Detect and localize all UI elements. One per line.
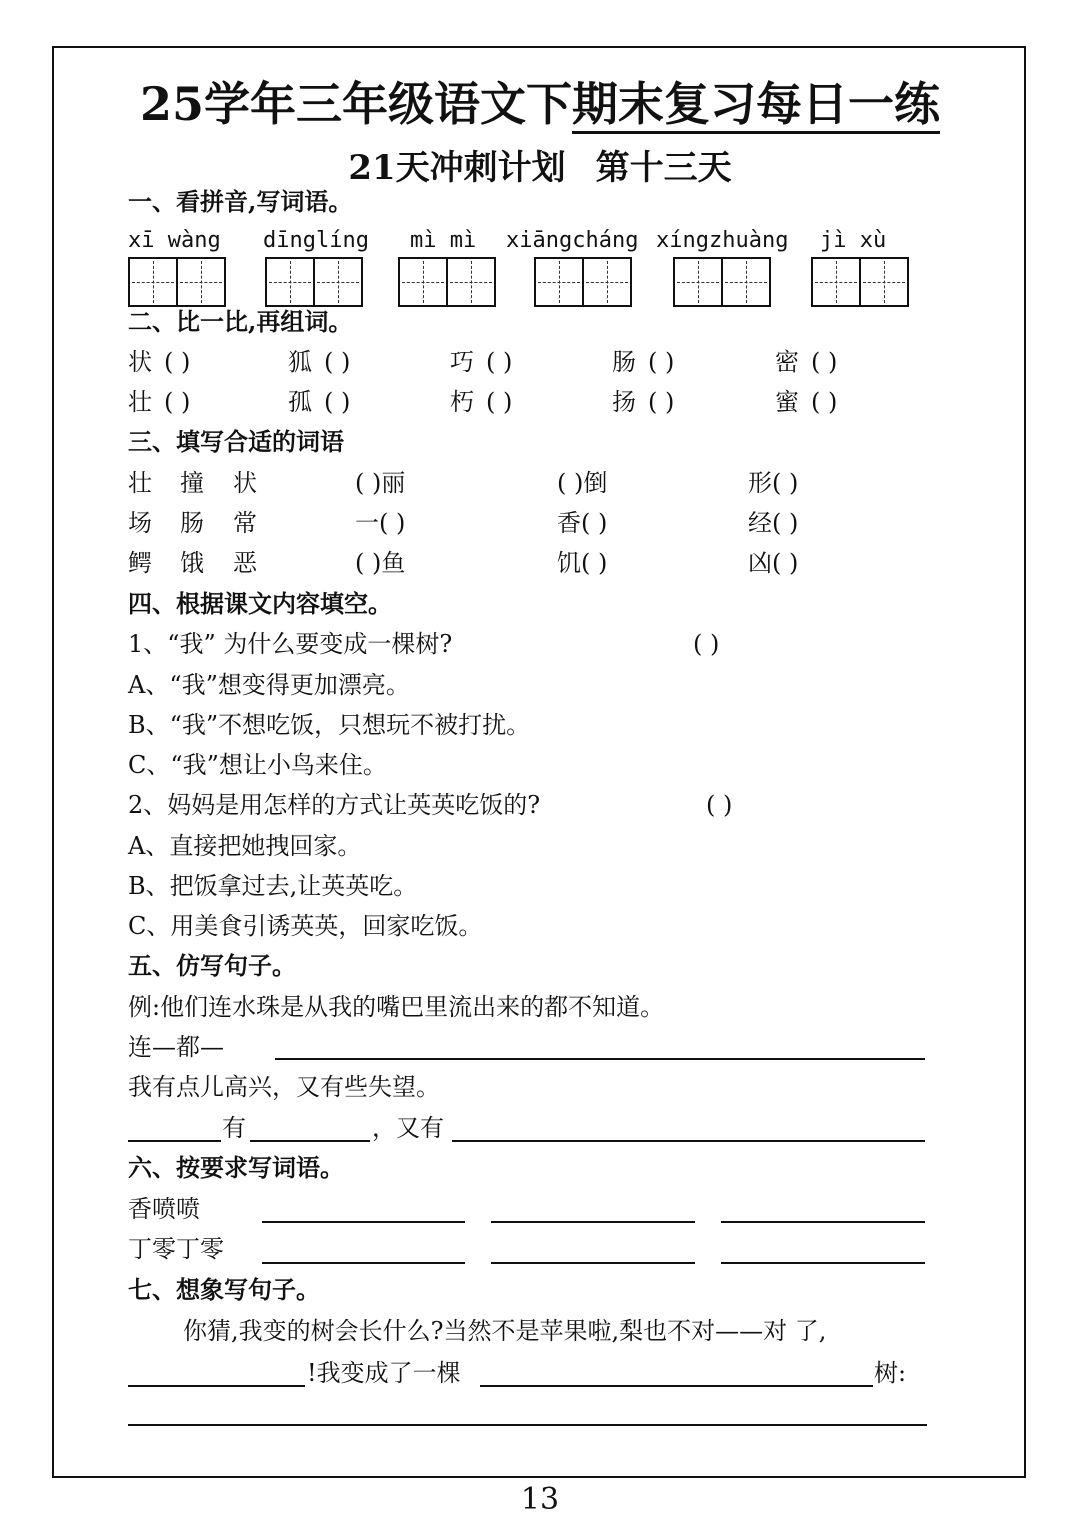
- fill-blank-item[interactable]: 凶( ): [748, 549, 799, 577]
- homophone-char: 壮: [128, 469, 152, 497]
- compare-char: 肠: [612, 348, 636, 376]
- writing-grid[interactable]: [811, 257, 909, 307]
- answer-paren[interactable]: ( ): [648, 388, 675, 416]
- word-dinglingdingling: 丁零丁零: [128, 1235, 224, 1263]
- compare-char: 壮: [128, 388, 152, 416]
- homophone-char: 场: [128, 509, 152, 537]
- word-xiangpenpen: 香喷喷: [128, 1195, 200, 1223]
- writing-grid[interactable]: [265, 257, 363, 307]
- pinyin-label: jì xù: [820, 228, 887, 253]
- section2-heading: 二、比一比,再组词。: [128, 307, 353, 336]
- section5-heading: 五、仿写句子。: [128, 951, 296, 980]
- title-part1: 25学年三年级语文下: [139, 77, 572, 131]
- answer-line[interactable]: [262, 1262, 465, 1264]
- section4-heading: 四、根据课文内容填空。: [128, 589, 392, 618]
- answer-paren-2[interactable]: ( ): [706, 791, 733, 819]
- word-youyou: ，又有: [372, 1114, 444, 1142]
- q2-option-a: A、直接把她拽回家。: [128, 832, 362, 860]
- grid-cell[interactable]: [178, 259, 224, 305]
- answer-paren[interactable]: ( ): [324, 388, 351, 416]
- pinyin-label: mì mì: [410, 228, 477, 253]
- answer-paren[interactable]: ( ): [164, 388, 191, 416]
- pinyin-label: dīnglíng: [263, 228, 369, 253]
- writing-grid[interactable]: [534, 257, 632, 307]
- q1-option-b: B、“我”不想吃饭，只想玩不被打扰。: [128, 711, 531, 739]
- answer-paren[interactable]: ( ): [324, 348, 351, 376]
- fill-blank-item[interactable]: 饥( ): [557, 549, 608, 577]
- answer-line[interactable]: [128, 1385, 305, 1387]
- answer-line[interactable]: [128, 1140, 221, 1142]
- fill-blank-item[interactable]: ( )倒: [557, 469, 608, 497]
- fill-blank-item[interactable]: ( )丽: [355, 469, 406, 497]
- homophone-char: 状: [233, 469, 257, 497]
- answer-paren-1[interactable]: ( ): [693, 630, 720, 658]
- title-part2: 期末复习每日一练: [572, 77, 940, 134]
- answer-line[interactable]: [128, 1424, 927, 1426]
- answer-paren[interactable]: ( ): [811, 388, 838, 416]
- answer-line[interactable]: [275, 1058, 925, 1060]
- homophone-char: 饿: [180, 549, 204, 577]
- word-you: 有: [222, 1114, 246, 1142]
- grid-cell[interactable]: [448, 259, 494, 305]
- fill-blank-item[interactable]: ( )鱼: [355, 549, 406, 577]
- compare-char: 密: [775, 348, 799, 376]
- compare-char: 狐: [288, 348, 312, 376]
- grid-cell[interactable]: [315, 259, 361, 305]
- section6-heading: 六、按要求写词语。: [128, 1153, 344, 1182]
- grid-cell[interactable]: [675, 259, 723, 305]
- pinyin-label: xiāngcháng: [506, 228, 639, 253]
- grid-cell[interactable]: [400, 259, 448, 305]
- worksheet-subtitle: [0, 140, 1080, 189]
- answer-line[interactable]: [721, 1262, 925, 1264]
- grid-cell[interactable]: [130, 259, 178, 305]
- answer-line[interactable]: [452, 1140, 925, 1142]
- prompt-lian-dou: 连—都—: [128, 1033, 224, 1061]
- compare-char: 巧: [450, 348, 474, 376]
- sentence-2: 我有点儿高兴，又有些失望。: [128, 1073, 440, 1101]
- compare-char: 朽: [450, 388, 474, 416]
- answer-line[interactable]: [480, 1385, 873, 1387]
- answer-paren[interactable]: ( ): [486, 388, 513, 416]
- fill-blank-item[interactable]: 一( ): [355, 509, 406, 537]
- compare-char: 蜜: [775, 388, 799, 416]
- grid-cell[interactable]: [267, 259, 315, 305]
- answer-line[interactable]: [262, 1221, 465, 1223]
- worksheet-title: [0, 68, 1080, 134]
- compare-char: 状: [128, 348, 152, 376]
- q2-option-b: B、把饭拿过去,让英英吃。: [128, 872, 418, 900]
- answer-paren[interactable]: ( ): [164, 348, 191, 376]
- writing-grid[interactable]: [673, 257, 771, 307]
- pinyin-label: xī wàng: [128, 228, 221, 253]
- section7-end: 树:: [874, 1359, 907, 1387]
- subtitle-day: 第十三天: [595, 148, 732, 188]
- subtitle-plan: 21天冲刺计划: [348, 148, 566, 188]
- example-sentence: 例:他们连水珠是从我的嘴巴里流出来的都不知道。: [128, 993, 665, 1021]
- fill-blank-item[interactable]: 香( ): [557, 509, 608, 537]
- answer-line[interactable]: [721, 1221, 925, 1223]
- answer-paren[interactable]: ( ): [486, 348, 513, 376]
- q1-option-a: A、“我”想变得更加漂亮。: [128, 671, 410, 699]
- pinyin-label: xíngzhuàng: [656, 228, 789, 253]
- page-number: 13: [520, 1482, 560, 1517]
- homophone-char: 鳄: [128, 549, 152, 577]
- grid-cell[interactable]: [723, 259, 769, 305]
- grid-cell[interactable]: [861, 259, 907, 305]
- answer-line[interactable]: [250, 1140, 370, 1142]
- homophone-char: 恶: [233, 549, 257, 577]
- answer-paren[interactable]: ( ): [648, 348, 675, 376]
- q1-option-c: C、“我”想让小鸟来住。: [128, 751, 387, 779]
- section7-heading: 七、想象写句子。: [128, 1275, 320, 1304]
- grid-cell[interactable]: [536, 259, 584, 305]
- grid-cell[interactable]: [813, 259, 861, 305]
- answer-line[interactable]: [491, 1221, 695, 1223]
- question-2: 2、妈妈是用怎样的方式让英英吃饭的?: [128, 791, 541, 819]
- section1-heading: 一、看拼音,写词语。: [128, 187, 353, 216]
- question-1: 1、“我” 为什么要变成一棵树?: [128, 630, 453, 658]
- fill-blank-item[interactable]: 经( ): [748, 509, 799, 537]
- section7-mid: !我变成了一棵: [307, 1359, 461, 1387]
- answer-line[interactable]: [491, 1262, 695, 1264]
- homophone-char: 撞: [180, 469, 204, 497]
- answer-paren[interactable]: ( ): [811, 348, 838, 376]
- q2-option-c: C、用美食引诱英英，回家吃饭。: [128, 912, 483, 940]
- writing-grid[interactable]: [398, 257, 496, 307]
- homophone-char: 肠: [180, 509, 204, 537]
- grid-cell[interactable]: [584, 259, 630, 305]
- section3-heading: 三、填写合适的词语: [128, 427, 344, 456]
- writing-grid[interactable]: [128, 257, 226, 307]
- compare-char: 扬: [612, 388, 636, 416]
- section7-line1: 你猜,我变的树会长什么?当然不是苹果啦,梨也不对——对 了,: [183, 1317, 827, 1345]
- homophone-char: 常: [233, 509, 257, 537]
- fill-blank-item[interactable]: 形( ): [748, 469, 799, 497]
- compare-char: 孤: [288, 388, 312, 416]
